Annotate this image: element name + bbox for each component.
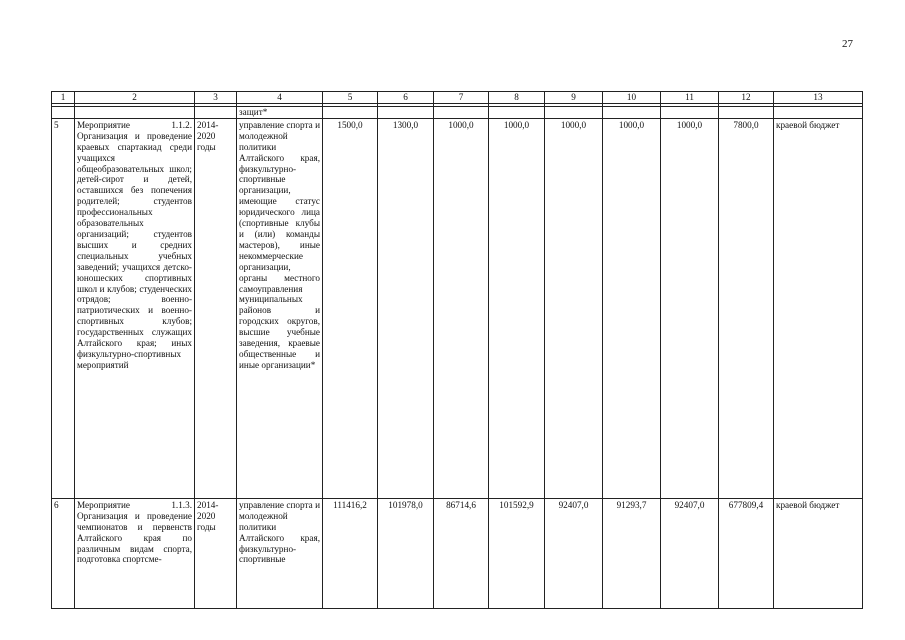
column-header: 4: [237, 92, 323, 104]
column-header: 3: [195, 92, 237, 104]
column-number-row: [52, 92, 863, 104]
value-2020: 1000,0: [661, 118, 719, 498]
page-number: 27: [842, 38, 853, 50]
column-header: 11: [661, 92, 719, 104]
row-number: 6: [52, 498, 75, 608]
funding-source: краевой бюджет: [774, 498, 863, 608]
table-row: [52, 118, 863, 498]
column-header: 2: [75, 92, 195, 104]
value-2019: 1000,0: [603, 118, 661, 498]
value-2017: 1000,0: [489, 118, 545, 498]
budget-table: [51, 91, 863, 609]
column-header: 6: [378, 92, 434, 104]
value-2020: 92407,0: [661, 498, 719, 608]
value-2015: 1300,0: [378, 118, 434, 498]
column-header: 8: [489, 92, 545, 104]
column-header: 1: [52, 92, 75, 104]
executor-text: управление спорта и молодежной политики Алтайского края, физкультурно-спортивные организации, имеющие статус юридического лица (спортивные клубы и (или) команды мастеров), иные некоммерческие организации, органы местного самоуправления муниципальных районов и городских округов, высшие учебные заведения, краевые общественные и иные организации*: [237, 118, 323, 498]
value-2015: 101978,0: [378, 498, 434, 608]
value-2014: 1500,0: [323, 118, 378, 498]
value-2014: 111416,2: [323, 498, 378, 608]
period-years: 2014-2020 годы: [195, 498, 237, 608]
row-number: 5: [52, 118, 75, 498]
column-header: 10: [603, 92, 661, 104]
column-header: 9: [545, 92, 603, 104]
value-2018: 92407,0: [545, 498, 603, 608]
value-2016: 1000,0: [434, 118, 489, 498]
event-description: Мероприятие 1.1.2. Организация и проведение краевых спартакиад среди учащихся общеобразовательных школ; детей-сирот и детей, оставшихся без попечения родителей; студентов профессиональных образовательных организаций; студентов высших и средних специальных учебных заведений; учащихся детско-юношеских спортивных школ и клубов; студенческих отрядов; военно-патриотических и военно-спортивных клубов; государственных служащих Алтайского края; иных физкультурно-спортивных мероприятий: [75, 118, 195, 498]
column-header: 13: [774, 92, 863, 104]
funding-source: краевой бюджет: [774, 118, 863, 498]
value-2016: 86714,6: [434, 498, 489, 608]
value-total: 7800,0: [719, 118, 774, 498]
executor-text: управление спорта и молодежной политики Алтайского края, физкультурно-спортивные: [237, 498, 323, 608]
value-total: 677809,4: [719, 498, 774, 608]
event-description: Мероприятие 1.1.3. Организация и проведение чемпионатов и первенств Алтайского края по различным видам спорта, подготовка спортсме-: [75, 498, 195, 608]
column-header: 12: [719, 92, 774, 104]
value-2018: 1000,0: [545, 118, 603, 498]
value-2019: 91293,7: [603, 498, 661, 608]
table-row: [52, 498, 863, 608]
value-2017: 101592,9: [489, 498, 545, 608]
column-header: 5: [323, 92, 378, 104]
carry-over-row: [52, 107, 863, 119]
column-header: 7: [434, 92, 489, 104]
period-years: 2014-2020 годы: [195, 118, 237, 498]
carry-over-text: защит*: [237, 107, 323, 119]
